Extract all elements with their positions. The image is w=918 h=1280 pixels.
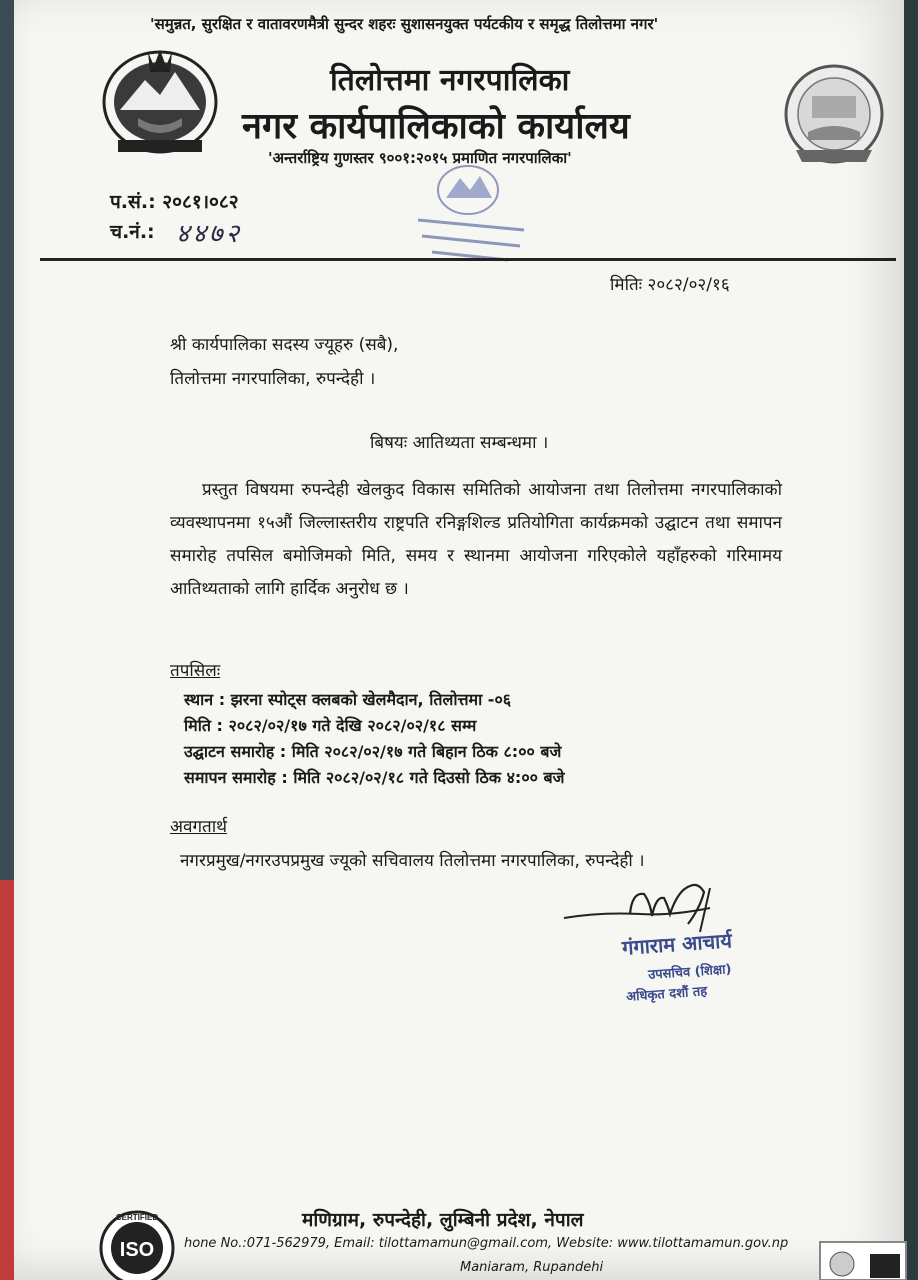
letter-subject: बिषयः आतिथ्यता सम्बन्धमा । — [370, 433, 549, 453]
office-name: नगर कार्यपालिकाको कार्यालय — [242, 106, 630, 147]
reference-label: प.सं.: — [110, 191, 156, 213]
signatory-rank: अधिकृत दशौं तह — [625, 984, 708, 1005]
footer-city: Maniaram, Rupandehi — [460, 1260, 604, 1275]
office-stamp-icon — [408, 160, 534, 270]
detail-dates: मिति : २०८२/०२/१७ गते देखि २०८२/०२/१८ सम्म — [184, 716, 477, 735]
signatory-post: उपसचिव (शिक्षा) — [647, 962, 732, 983]
dispatch-label: च.नं.: — [110, 221, 155, 243]
letter-body: प्रस्तुत विषयमा रुपन्देही खेलकुद विकास समितिको आयोजना तथा तिलोत्तमा नगरपालिकाको व्यवस्थापनमा १५औं जिल्लास्तरीय राष्ट्रपति रनिङ्गशिल्ड प्रतियोगिता कार्यक्रमको उद्घाटन तथा समापन समारोह तपसिल बमोजिमको मिति, समय र स्थानमा आयोजना गरिएकोले यहाँहरुको गरिमामय आतिथ्यताको लागि हार्दिक अनुरोध छ । — [170, 480, 782, 599]
copy-to-line: नगरप्रमुख/नगरउपप्रमुख ज्यूको सचिवालय तिलोत्तमा नगरपालिका, रुपन्देही । — [180, 851, 645, 871]
accreditation-badge-icon — [818, 1240, 908, 1280]
iso-badge-text: ISO — [119, 1239, 155, 1261]
reference-number — [110, 188, 239, 214]
header-divider — [40, 258, 896, 261]
reference-value: २०८१।०८२ — [162, 191, 239, 213]
certification-line: 'अन्तर्राष्ट्रिय गुणस्तर ९००१:२०१५ प्रमाणित नगरपालिका' — [268, 149, 572, 167]
municipal-motto: 'समुन्नत, सुरक्षित र वातावरणमैत्री सुन्दर शहरः सुशासनयुक्त पर्यटकीय र समृद्ध तिलोत्तमा नगर' — [150, 15, 659, 33]
nepal-government-emblem-icon — [100, 40, 220, 158]
recipient-line-2: तिलोत्तमा नगरपालिका, रुपन्देही । — [170, 369, 376, 389]
details-heading: तपसिलः — [170, 661, 221, 681]
detail-opening: उद्घाटन समारोह : मिति २०८२/०२/१७ गते बिहान ठिक ८:०० बजे — [184, 742, 562, 761]
municipality-name: तिलोत्तमा नगरपालिका — [330, 63, 570, 98]
dispatch-number: ४४७२ — [176, 219, 243, 249]
iso-certified-badge-icon — [96, 1206, 178, 1280]
copy-to-heading: अवगतार्थ — [170, 817, 227, 837]
letter-date: मितिः २०८२/०२/१६ — [610, 275, 730, 295]
tilottama-municipality-logo-icon — [782, 62, 886, 166]
recipient-line-1: श्री कार्यपालिका सदस्य ज्यूहरु (सबै), — [170, 335, 399, 355]
signatory-name: गंगाराम आचार्य — [621, 928, 733, 960]
footer-contact: hone No.:071-562979, Email: tilottamamun@gmail.com, Website: www.tilottamamun.gov.np — [184, 1236, 789, 1251]
detail-closing: समापन समारोह : मिति २०८२/०२/१८ गते दिउसो ठिक ४:०० बजे — [184, 768, 565, 787]
iso-certified-text: CERTIFIED — [115, 1213, 159, 1222]
red-folder-edge — [0, 880, 14, 1280]
footer-address: मणिग्राम, रुपन्देही, लुम्बिनी प्रदेश, नेपाल — [302, 1209, 584, 1231]
detail-venue: स्थान : झरना स्पोट्स क्लबको खेलमैदान, तिलोत्तमा -०६ — [184, 690, 512, 709]
background-edge — [0, 0, 14, 880]
